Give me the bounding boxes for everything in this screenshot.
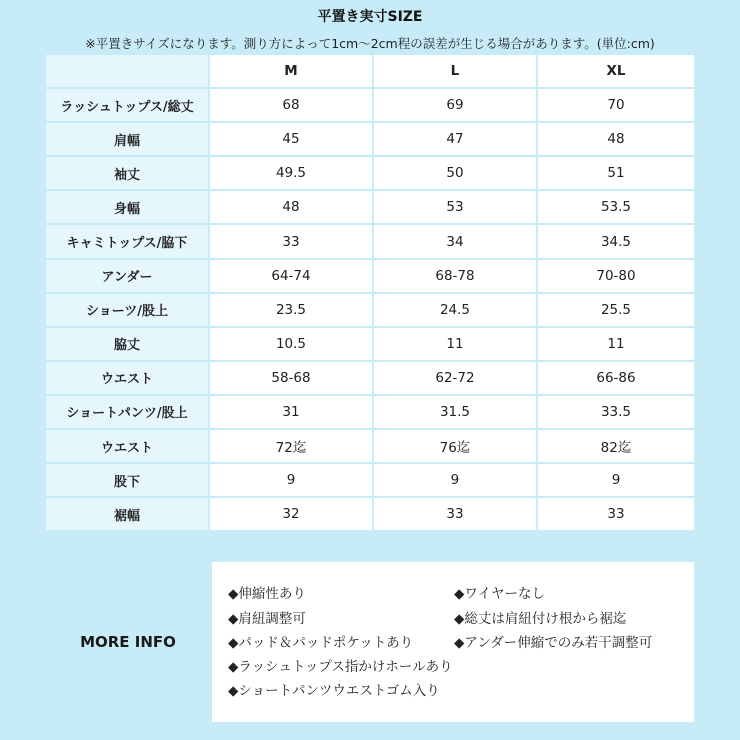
size-value-cell: 31.5 <box>374 396 538 430</box>
size-value-cell: 66-86 <box>538 362 694 396</box>
row-label: 脇丈 <box>46 328 210 362</box>
size-value-cell: 34.5 <box>538 225 694 259</box>
size-value-cell: 64-74 <box>210 260 374 294</box>
table-row <box>46 89 694 123</box>
table-row <box>46 328 694 362</box>
chart-title: 平置き実寸SIZE <box>317 9 423 25</box>
more-info-list <box>212 562 694 722</box>
size-value-cell: 11 <box>538 328 694 362</box>
size-value-cell: 25.5 <box>538 294 694 328</box>
row-label: ラッシュトップス/総丈 <box>46 89 210 123</box>
size-value-cell: 9 <box>374 464 538 498</box>
size-value-cell: 33.5 <box>538 396 694 430</box>
info-item: ◆ショートパンツウエストゴム入り <box>228 683 440 699</box>
size-value-cell: 53 <box>374 191 538 225</box>
size-value-cell: 31 <box>210 396 374 430</box>
row-label: 肩幅 <box>46 123 210 157</box>
info-item: ◆総丈は肩紐付け根から裾迄 <box>454 611 627 627</box>
size-value-cell: 33 <box>538 498 694 532</box>
size-value-cell: 47 <box>374 123 538 157</box>
size-value-cell: 33 <box>210 225 374 259</box>
size-value-cell: 49.5 <box>210 157 374 191</box>
size-value-cell: 23.5 <box>210 294 374 328</box>
measurement-note: ※平置きサイズになります。測り方によって1cm〜2cm程の誤差が生じる場合があります。(単位:cm) <box>85 36 655 51</box>
size-value-cell: 70 <box>538 89 694 123</box>
size-column-xl: XL <box>538 55 694 89</box>
row-label: ウエスト <box>46 362 210 396</box>
row-label: ウエスト <box>46 430 210 464</box>
size-header-row <box>46 55 694 89</box>
header-corner-cell <box>46 55 210 89</box>
table-row <box>46 362 694 396</box>
row-label: 裾幅 <box>46 498 210 532</box>
row-label: ショートパンツ/股上 <box>46 396 210 430</box>
row-label: キャミトップス/脇下 <box>46 225 210 259</box>
size-value-cell: 50 <box>374 157 538 191</box>
info-item: ◆ワイヤーなし <box>454 586 545 602</box>
size-value-cell: 32 <box>210 498 374 532</box>
info-item: ◆ラッシュトップス指かけホールあり <box>228 659 453 675</box>
size-value-cell: 51 <box>538 157 694 191</box>
row-label: 身幅 <box>46 191 210 225</box>
size-value-cell: 11 <box>374 328 538 362</box>
size-value-cell: 48 <box>210 191 374 225</box>
table-row <box>46 260 694 294</box>
table-row <box>46 498 694 532</box>
table-row <box>46 430 694 464</box>
info-item: ◆伸縮性あり <box>228 586 306 602</box>
more-info-label: MORE INFO <box>46 562 212 722</box>
size-column-l: L <box>374 55 538 89</box>
row-label: アンダー <box>46 260 210 294</box>
more-info-section <box>46 562 694 722</box>
size-value-cell: 76迄 <box>374 430 538 464</box>
size-value-cell: 69 <box>374 89 538 123</box>
row-label: 股下 <box>46 464 210 498</box>
table-row <box>46 464 694 498</box>
size-value-cell: 53.5 <box>538 191 694 225</box>
size-value-cell: 82迄 <box>538 430 694 464</box>
table-row <box>46 396 694 430</box>
info-item: ◆パッド＆パッドポケットあり <box>228 635 414 651</box>
size-value-cell: 58-68 <box>210 362 374 396</box>
size-value-cell: 10.5 <box>210 328 374 362</box>
size-value-cell: 9 <box>210 464 374 498</box>
size-value-cell: 24.5 <box>374 294 538 328</box>
size-value-cell: 62-72 <box>374 362 538 396</box>
info-item: ◆肩紐調整可 <box>228 611 306 627</box>
size-value-cell: 45 <box>210 123 374 157</box>
size-value-cell: 34 <box>374 225 538 259</box>
size-column-m: M <box>210 55 374 89</box>
table-row <box>46 157 694 191</box>
size-value-cell: 68 <box>210 89 374 123</box>
size-table <box>46 55 694 532</box>
size-value-cell: 33 <box>374 498 538 532</box>
row-label: ショーツ/股上 <box>46 294 210 328</box>
table-row <box>46 225 694 259</box>
size-value-cell: 68-78 <box>374 260 538 294</box>
size-value-cell: 9 <box>538 464 694 498</box>
size-value-cell: 70-80 <box>538 260 694 294</box>
size-value-cell: 72迄 <box>210 430 374 464</box>
info-item: ◆アンダー伸縮でのみ若干調整可 <box>454 635 653 651</box>
table-row <box>46 123 694 157</box>
table-row <box>46 191 694 225</box>
row-label: 袖丈 <box>46 157 210 191</box>
size-value-cell: 48 <box>538 123 694 157</box>
table-row <box>46 294 694 328</box>
